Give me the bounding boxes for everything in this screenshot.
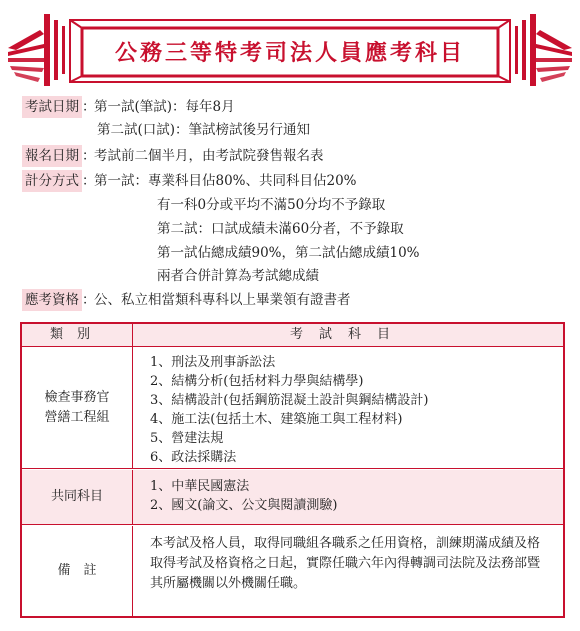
subjects-table bbox=[20, 322, 565, 618]
registration-row bbox=[22, 145, 324, 167]
scoring-line-2: 有一科0分或平均不滿50分均不予錄取 bbox=[157, 197, 386, 213]
scoring-row bbox=[22, 170, 357, 192]
scoring-row-2 bbox=[157, 194, 385, 216]
scoring-row-5 bbox=[157, 265, 319, 287]
subject-list bbox=[150, 353, 550, 467]
colon: ： bbox=[82, 292, 96, 308]
subject-list bbox=[150, 477, 550, 515]
list-item: 2、結構分析(包括材料力學與結構學) bbox=[150, 374, 364, 389]
scoring-row-4 bbox=[157, 242, 420, 264]
scoring-line-5: 兩者合併計算為考試總成績 bbox=[157, 268, 319, 284]
scoring-line-1: 第一試：專業科目佔80%、共同科目佔20% bbox=[94, 173, 357, 189]
qualification-value: 公、私立相當類科專科以上畢業領有證書者 bbox=[94, 292, 351, 308]
list-item: 2、國文(論文、公文與閱讀測驗) bbox=[150, 498, 338, 513]
scoring-row-3 bbox=[157, 218, 404, 240]
colon: ： bbox=[82, 148, 96, 164]
exam-date-row-2 bbox=[97, 119, 310, 141]
row-category bbox=[22, 526, 133, 616]
registration-label: 報名日期 bbox=[22, 145, 82, 167]
list-item: 1、刑法及刑事訴訟法 bbox=[150, 355, 276, 370]
title-banner bbox=[0, 0, 580, 88]
list-item: 4、施工法(包括土木、建築施工與工程材料) bbox=[150, 412, 403, 427]
colon: ： bbox=[82, 99, 96, 115]
table-row bbox=[22, 470, 563, 525]
table-row bbox=[22, 347, 563, 469]
exam-date-line-2: 第二試(口試)：筆試榜試後另行通知 bbox=[97, 122, 311, 138]
list-item: 6、政法採購法 bbox=[150, 450, 237, 465]
category-line-1: 備 註 bbox=[57, 563, 97, 578]
list-item: 5、營建法規 bbox=[150, 431, 224, 446]
row-category bbox=[22, 470, 133, 524]
scoring-label: 計分方式 bbox=[22, 170, 82, 192]
category-line-2: 營繕工程組 bbox=[44, 409, 110, 425]
list-item: 3、結構設計(包括鋼筋混凝土設計與鋼結構設計) bbox=[150, 393, 429, 408]
remarks-text: 本考試及格人員，取得同職組各職系之任用資格，訓練期滿成績及格取得考試及格資格之日起，實際任職六年內得轉調司法院及法務部暨其所屬機關以外機關任職。 bbox=[150, 536, 541, 591]
page-title: 公務三等特考司法人員應考科目 bbox=[114, 40, 465, 66]
scoring-line-4: 第一試佔總成績90%，第二試佔總成績10% bbox=[157, 245, 420, 261]
exam-date-row bbox=[22, 96, 235, 118]
table-header bbox=[22, 324, 563, 347]
registration-value: 考試前二個半月，由考試院發售報名表 bbox=[94, 148, 324, 164]
exam-date-line-1: 第一試(筆試)：每年8月 bbox=[94, 99, 235, 115]
header-subjects: 考試科目 bbox=[289, 327, 406, 342]
category-line-1: 檢查事務官 bbox=[44, 389, 110, 405]
scoring-line-3: 第二試：口試成績未滿60分者，不予錄取 bbox=[157, 221, 404, 237]
qualification-row bbox=[22, 289, 351, 311]
qualification-label: 應考資格 bbox=[22, 289, 82, 311]
header-category: 類別 bbox=[22, 324, 133, 346]
category-line-1: 共同科目 bbox=[50, 489, 103, 504]
table-row bbox=[22, 526, 563, 616]
row-category bbox=[22, 347, 133, 468]
exam-date-label: 考試日期 bbox=[22, 96, 82, 118]
colon: ： bbox=[82, 173, 96, 189]
list-item: 1、中華民國憲法 bbox=[150, 479, 250, 494]
